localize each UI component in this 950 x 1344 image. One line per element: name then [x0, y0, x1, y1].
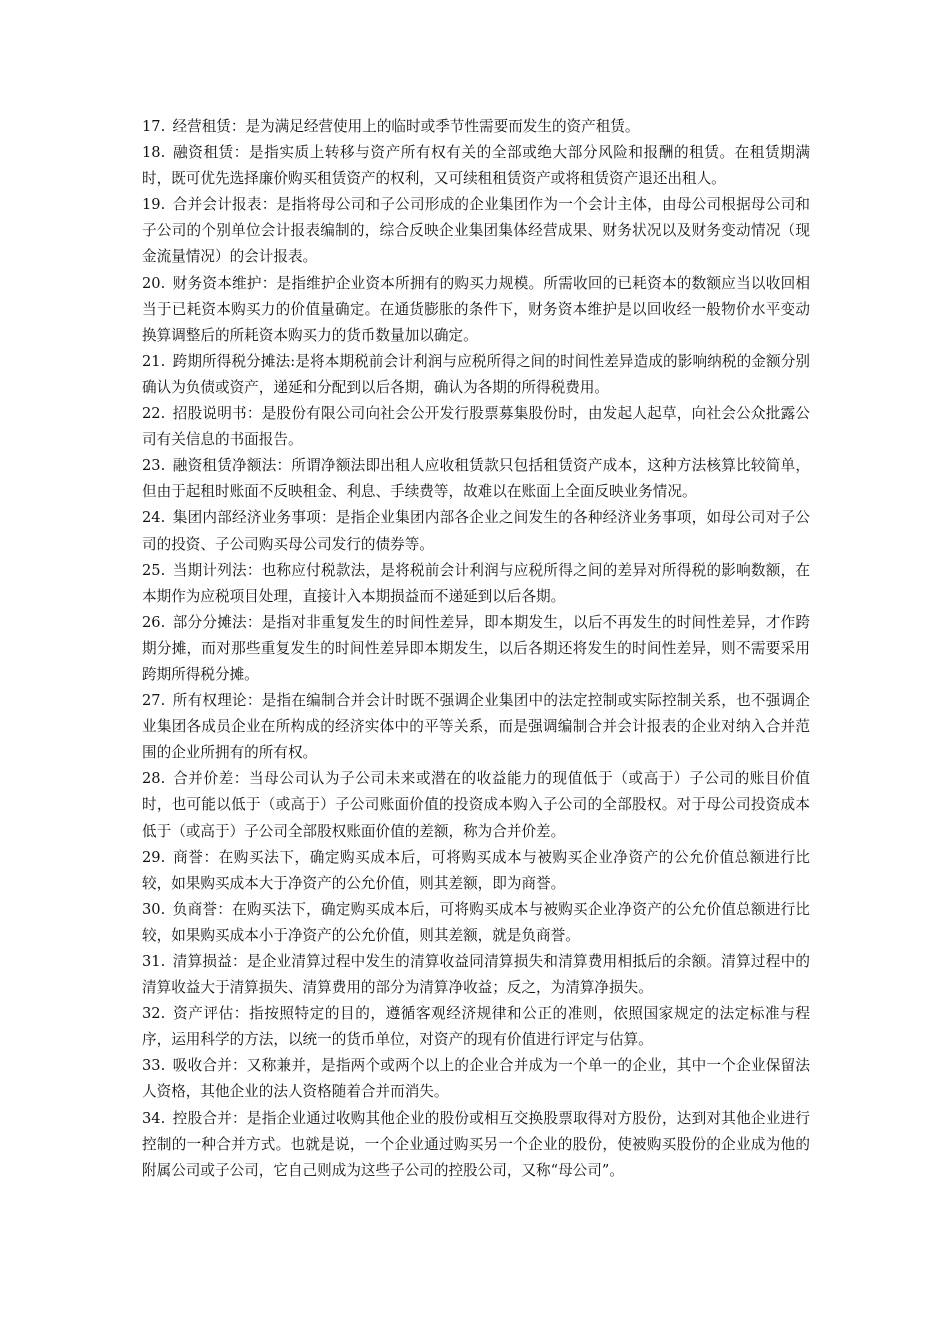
entry-text: 所有权理论：是指在编制合并会计时既不强调企业集团中的法定控制或实际控制关系，也不强调企业集团各成员企业在所构成的经济实体中的平等关系，而是强调编制合并会计报表的企业对纳入合并范围的企业所拥有的所有权。 [142, 692, 810, 762]
entry-number: 19. [142, 196, 166, 214]
entry-number: 34. [142, 1109, 166, 1127]
glossary-entry-18 [142, 140, 810, 192]
entry-text: 清算损益：是企业清算过程中发生的清算收益同清算损失和清算费用相抵后的余额。清算过程中的清算收益大于清算损失、清算费用的部分为清算净收益；反之，为清算净损失。 [142, 953, 810, 997]
entry-text: 商誉：在购买法下，确定购买成本后，可将购买成本与被购买企业净资产的公允价值总额进行比较，如果购买成本大于净资产的公允价值，则其差额，即为商誉。 [142, 848, 810, 892]
entry-number: 18. [142, 144, 166, 162]
entry-number: 28. [142, 770, 166, 788]
glossary-entry-34 [142, 1106, 810, 1184]
entry-number: 30. [142, 900, 166, 918]
entry-number: 25. [142, 561, 166, 579]
entry-text: 经营租赁：是为满足经营使用上的临时或季节性需要而发生的资产租赁。 [172, 118, 640, 135]
entry-text: 跨期所得税分摊法:是将本期税前会计利润与应税所得之间的时间性差异造成的影响纳税的金额分别确认为负债或资产，递延和分配到以后各期，确认为各期的所得税费用。 [142, 352, 810, 396]
glossary-entry-31 [142, 949, 810, 1001]
entry-number: 26. [142, 613, 166, 631]
glossary-entry-21 [142, 349, 810, 401]
glossary-entry-30 [142, 897, 810, 949]
entry-number: 32. [142, 1005, 166, 1023]
entry-number: 24. [142, 509, 166, 527]
entry-number: 31. [142, 953, 166, 970]
glossary-entry-27 [142, 688, 810, 766]
entry-text: 财务资本维护：是指维护企业资本所拥有的购买力规模。所需收回的已耗资本的数额应当以收回相当于已耗资本购买力的价值量确定。在通货膨胀的条件下，财务资本维护是以回收经一般物价水平变动换算调整后的所耗资本购买力的货币数量加以确定。 [142, 274, 810, 344]
glossary-entry-17 [142, 114, 810, 140]
entry-number: 29. [142, 848, 166, 866]
glossary-entry-29 [142, 845, 810, 897]
entry-text: 合并价差：当母公司认为子公司未来或潜在的收益能力的现值低于（或高于）子公司的账目价值时，也可能以低于（或高于）子公司账面价值的投资成本购入子公司的全部股权。对于母公司投资成本低于（或高于）子公司全部股权账面价值的差额，称为合并价差。 [142, 770, 810, 840]
glossary-entry-24 [142, 505, 810, 557]
glossary-entry-20 [142, 271, 810, 349]
entry-text: 合并会计报表：是指将母公司和子公司形成的企业集团作为一个会计主体，由母公司根据母公司和子公司的个别单位会计报表编制的，综合反映企业集团集体经营成果、财务状况以及财务变动情况（现金流量情况）的会计报表。 [142, 196, 810, 266]
entry-number: 23. [142, 457, 166, 475]
entry-text: 部分分摊法：是指对非重复发生的时间性差异，即本期发生，以后不再发生的时间性差异，才作跨期分摊，而对那些重复发生的时间性差异即本期发生，以后各期还将发生的时间性差异，则不需要采用跨期所得税分摊。 [142, 613, 810, 683]
entry-text: 当期计列法：也称应付税款法，是将税前会计利润与应税所得之间的差异对所得税的影响数额，在本期作为应税项目处理，直接计入本期损益而不递延到以后各期。 [142, 561, 810, 605]
entry-number: 17. [142, 118, 166, 135]
entry-number: 20. [142, 274, 166, 292]
glossary-entry-26 [142, 610, 810, 688]
glossary-entry-28 [142, 766, 810, 844]
entry-text: 控股合并：是指企业通过收购其他企业的股份或相互交换股票取得对方股份，达到对其他企业进行控制的一种合并方式。也就是说，一个企业通过购买另一个企业的股份，使被购买股份的企业成为他的附属公司或子公司，它自己则成为这些子公司的控股公司，又称“母公司”。 [142, 1109, 810, 1179]
entry-text: 吸收合并：又称兼并，是指两个或两个以上的企业合并成为一个单一的企业，其中一个企业保留法人资格，其他企业的法人资格随着合并而消失。 [142, 1057, 810, 1101]
glossary-entry-32 [142, 1001, 810, 1053]
entry-number: 21. [142, 352, 166, 370]
entry-text: 招股说明书：是股份有限公司向社会公开发行股票募集股份时，由发起人起草，向社会公众批露公司有关信息的书面报告。 [142, 405, 810, 449]
glossary-entry-19 [142, 192, 810, 270]
glossary-entry-33 [142, 1053, 810, 1105]
glossary-entry-23 [142, 453, 810, 505]
entry-text: 资产评估：指按照特定的目的，遵循客观经济规律和公正的准则，依照国家规定的法定标准与程序，运用科学的方法，以统一的货币单位，对资产的现有价值进行评定与估算。 [142, 1005, 810, 1049]
entry-text: 融资租赁净额法：所谓净额法即出租人应收租赁款只包括租赁资产成本，这种方法核算比较简单，但由于起租时账面不反映租金、利息、手续费等，故难以在账面上全面反映业务情况。 [142, 457, 810, 501]
entry-text: 集团内部经济业务事项：是指企业集团内部各企业之间发生的各种经济业务事项，如母公司对子公司的投资、子公司购买母公司发行的债券等。 [142, 509, 810, 553]
entry-text: 融资租赁：是指实质上转移与资产所有权有关的全部或绝大部分风险和报酬的租赁。在租赁期满时，既可优先选择廉价购买租赁资产的权利，又可续租租赁资产或将租赁资产退还出租人。 [142, 144, 810, 188]
document-page [142, 114, 810, 1184]
entry-number: 33. [142, 1057, 166, 1075]
entry-text: 负商誉：在购买法下，确定购买成本后，可将购买成本与被购买企业净资产的公允价值总额进行比较，如果购买成本小于净资产的公允价值，则其差额，就是负商誉。 [142, 900, 810, 944]
glossary-entry-25 [142, 558, 810, 610]
entry-number: 27. [142, 692, 166, 710]
glossary-entry-22 [142, 401, 810, 453]
entry-number: 22. [142, 405, 166, 423]
